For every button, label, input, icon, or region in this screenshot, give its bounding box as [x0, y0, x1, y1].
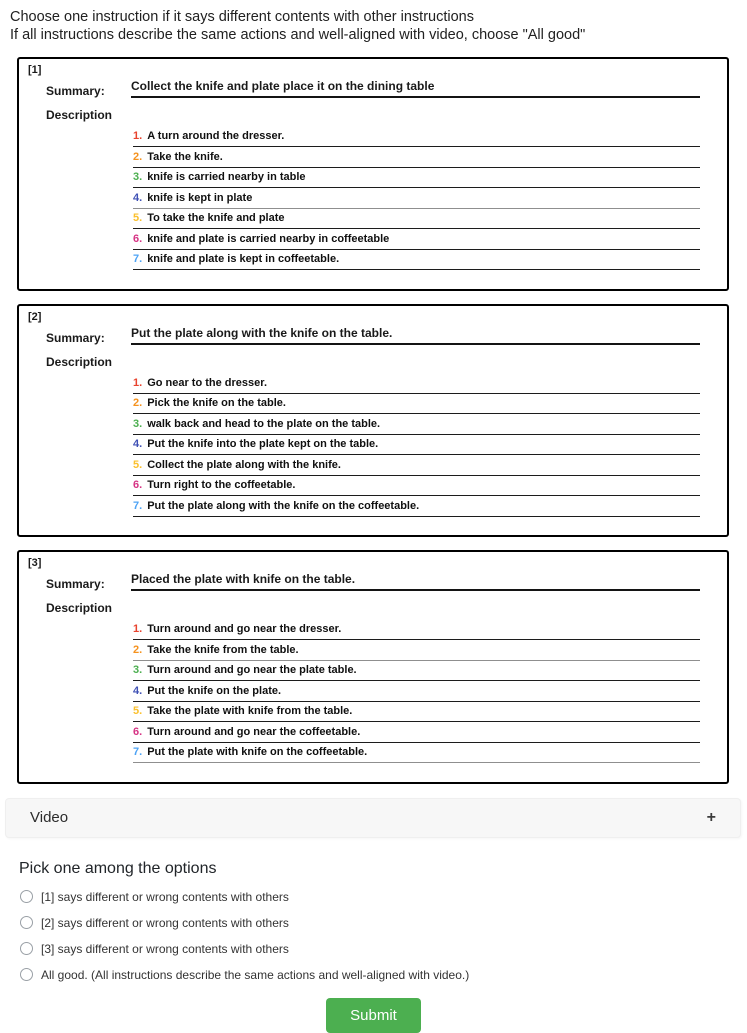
- description-step: [133, 253, 700, 270]
- step-number: 2.: [133, 397, 143, 409]
- option-label: All good. (All instructions describe the same actions and well-aligned with video.): [41, 967, 470, 982]
- description-step: [133, 212, 700, 229]
- step-text: Put the plate with knife on the coffeetable.: [147, 746, 368, 758]
- option-row-3[interactable]: [20, 942, 747, 956]
- description-step: [133, 171, 700, 188]
- step-text: Take the knife from the table.: [147, 643, 299, 656]
- summary-label: Summary:: [46, 330, 105, 345]
- video-accordion-header[interactable]: [5, 798, 741, 838]
- options-heading: Pick one among the options: [19, 859, 217, 877]
- submit-button[interactable]: Submit: [326, 998, 421, 1033]
- description-step: [133, 664, 700, 681]
- step-number: 2.: [133, 150, 143, 163]
- instruction-box-1: [17, 57, 729, 291]
- description-step: [133, 685, 700, 702]
- step-number: 3.: [133, 171, 143, 183]
- step-text: Turn around and go near the coffeetable.: [147, 725, 361, 738]
- step-number: 6.: [133, 725, 143, 738]
- description-step: [133, 623, 700, 640]
- step-number: 5.: [133, 212, 143, 224]
- step-text: Turn right to the coffeetable.: [147, 479, 296, 491]
- radio-button-option-3[interactable]: [20, 942, 33, 955]
- description-label: Description: [46, 601, 113, 615]
- step-text: Put the plate along with the knife on the coffeetable.: [147, 499, 420, 512]
- step-number: 1.: [133, 376, 143, 389]
- description-step: [133, 459, 700, 476]
- step-number: 4.: [133, 191, 143, 204]
- option-label: [1] says different or wrong contents with others: [41, 889, 289, 904]
- step-number: 7.: [133, 499, 143, 512]
- step-number: 4.: [133, 684, 143, 697]
- video-title: Video: [30, 809, 69, 826]
- option-row-1[interactable]: [20, 890, 747, 904]
- step-number: 1.: [133, 623, 143, 635]
- step-text: Put the knife into the plate kept on the table.: [147, 438, 379, 450]
- step-text: Take the plate with knife from the table.: [147, 705, 353, 717]
- step-text: Turn around and go near the plate table.: [147, 664, 357, 676]
- step-number: 6.: [133, 232, 143, 245]
- description-step: [133, 705, 700, 722]
- step-text: knife and plate is kept in coffeetable.: [147, 253, 340, 265]
- box-index: [1]: [28, 64, 42, 76]
- description-steps: [133, 377, 700, 517]
- step-number: 5.: [133, 705, 143, 717]
- step-number: 1.: [133, 130, 143, 142]
- step-text: Put the knife on the plate.: [147, 684, 282, 697]
- instruction-box-3: [17, 550, 729, 784]
- step-number: 3.: [133, 417, 143, 430]
- summary-field: Placed the plate with knife on the table.: [131, 573, 700, 591]
- task-instructions: [10, 8, 747, 44]
- description-label: Description: [46, 108, 113, 122]
- radio-button-option-1[interactable]: [20, 890, 33, 903]
- step-number: 2.: [133, 643, 143, 656]
- step-text: knife is kept in plate: [147, 191, 253, 204]
- instruction-line-2: If all instructions describe the same actions and well-aligned with video, choose "All good": [10, 27, 586, 43]
- step-number: 4.: [133, 438, 143, 450]
- radio-button-option-all-good[interactable]: [20, 968, 33, 981]
- option-label: [2] says different or wrong contents with others: [41, 915, 289, 930]
- options-radio-group: [20, 890, 747, 982]
- step-text: walk back and head to the plate on the table.: [147, 417, 381, 430]
- step-number: 7.: [133, 746, 143, 758]
- description-step: [133, 151, 700, 168]
- option-label: [3] says different or wrong contents with others: [41, 941, 289, 956]
- summary-label: Summary:: [46, 84, 105, 98]
- description-step: [133, 130, 700, 147]
- description-step: [133, 746, 700, 763]
- step-number: 5.: [133, 458, 143, 471]
- description-label: Description: [46, 354, 113, 369]
- step-text: To take the knife and plate: [147, 212, 285, 224]
- description-step: [133, 192, 700, 209]
- description-step: [133, 377, 700, 394]
- description-step: [133, 233, 700, 250]
- description-step: [133, 418, 700, 435]
- description-step: [133, 644, 700, 661]
- step-text: knife and plate is carried nearby in coffeetable: [147, 232, 390, 245]
- option-row-2[interactable]: [20, 916, 747, 930]
- instruction-box-2: [17, 304, 729, 538]
- step-text: Turn around and go near the dresser.: [147, 623, 342, 635]
- description-step: [133, 438, 700, 455]
- box-index: [3]: [28, 557, 42, 569]
- summary-field: Collect the knife and plate place it on the dining table: [131, 80, 700, 98]
- step-number: 7.: [133, 253, 143, 265]
- expand-plus-icon[interactable]: +: [706, 808, 716, 826]
- step-text: Go near to the dresser.: [147, 376, 268, 389]
- description-step: [133, 726, 700, 743]
- step-text: Pick the knife on the table.: [147, 397, 286, 409]
- description-steps: [133, 623, 700, 763]
- step-number: 6.: [133, 479, 143, 491]
- description-steps: [133, 130, 700, 270]
- description-step: [133, 500, 700, 517]
- step-number: 3.: [133, 664, 143, 676]
- description-step: [133, 397, 700, 414]
- box-index: [2]: [28, 310, 42, 323]
- option-row-all-good[interactable]: [20, 968, 747, 982]
- step-text: Collect the plate along with the knife.: [147, 458, 341, 471]
- description-step: [133, 479, 700, 496]
- step-text: Take the knife.: [147, 150, 223, 163]
- instruction-line-1: Choose one instruction if it says different contents with other instructions: [10, 9, 474, 25]
- radio-button-option-2[interactable]: [20, 916, 33, 929]
- step-text: A turn around the dresser.: [147, 130, 285, 142]
- summary-field: Put the plate along with the knife on the table.: [131, 327, 700, 345]
- summary-label: Summary:: [46, 577, 105, 591]
- step-text: knife is carried nearby in table: [147, 171, 306, 183]
